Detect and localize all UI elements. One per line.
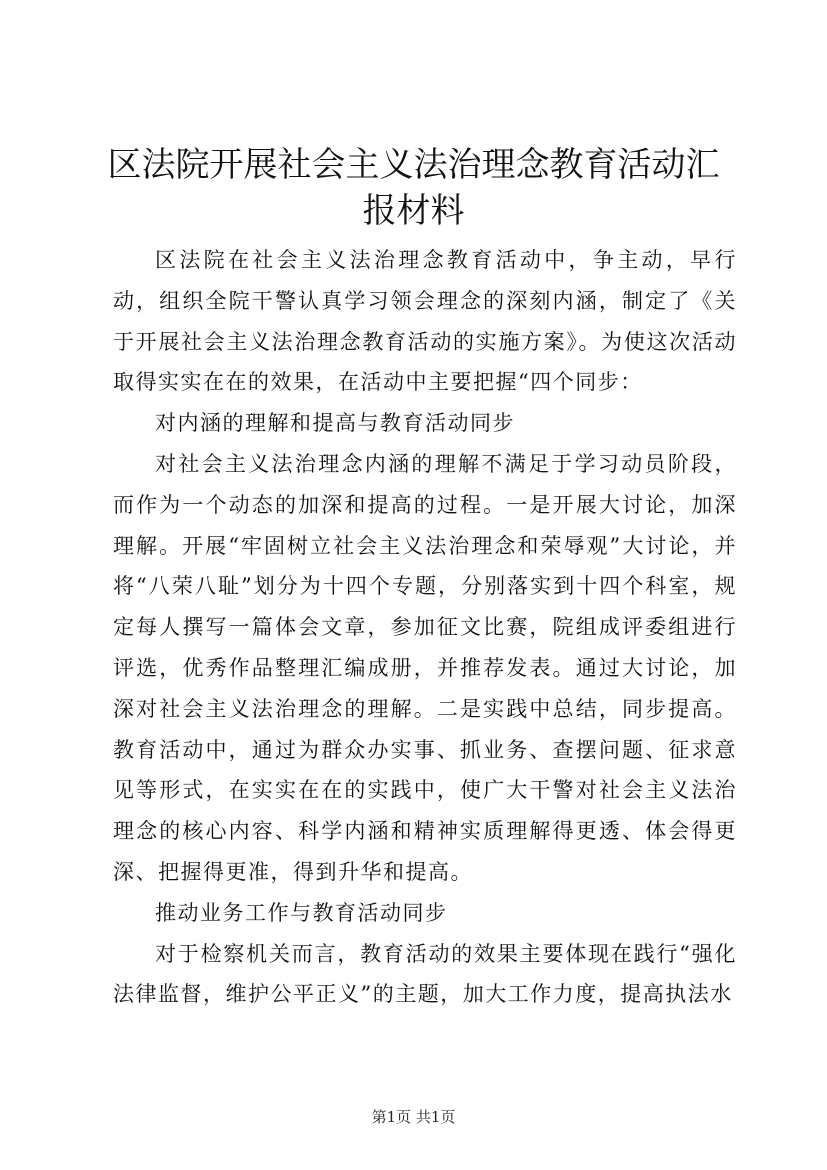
page-number-footer: 第1页 共1页 (371, 1108, 456, 1126)
paragraph-section-1: 对社会主义法治理念内涵的理解不满足于学习动员阶段，而作为一个动态的加深和提高的过程。一是开展大讨论，加深理解。开展“牢固树立社会主义法治理念和荣辱观”大讨论，并将“八荣八耻”划分为十四个专题，分别落实到十四个科室，规定每人撰写一篇体会文章，参加征文比赛，院组成评委组进行评选，优秀作品整理汇编成册，并推荐发表。通过大讨论，加深对社会主义法治理念的理解。二是实践中总结，同步提高。教育活动中，通过为群众办实事、抓业务、查摆问题、征求意见等形式，在实实在在的实践中，使广大干警对社会主义法治理念的核心内容、科学内涵和精神实质理解得更透、体会得更深、把握得更准，得到升华和提高。 (113, 451, 737, 884)
paragraph-section-2: 对于检察机关而言，教育活动的效果主要体现在践行“强化法律监督，维护公平正义”的主题，加大工作力度，提高执法水 (113, 941, 737, 1007)
document-title: 区法院开展社会主义法治理念教育活动汇报材料 (107, 145, 720, 231)
section-heading-1: 对内涵的理解和提高与教育活动同步 (155, 411, 515, 436)
document-body (113, 240, 737, 1015)
paragraph-intro: 区法院在社会主义法治理念教育活动中，争主动，早行动，组织全院干警认真学习领会理念的深刻内涵，制定了《关于开展社会主义法治理念教育活动的实施方案》。为使这次活动取得实实在在的效果，在活动中主要把握“四个同步： (113, 248, 737, 395)
section-heading-2: 推动业务工作与教育活动同步 (155, 900, 448, 925)
